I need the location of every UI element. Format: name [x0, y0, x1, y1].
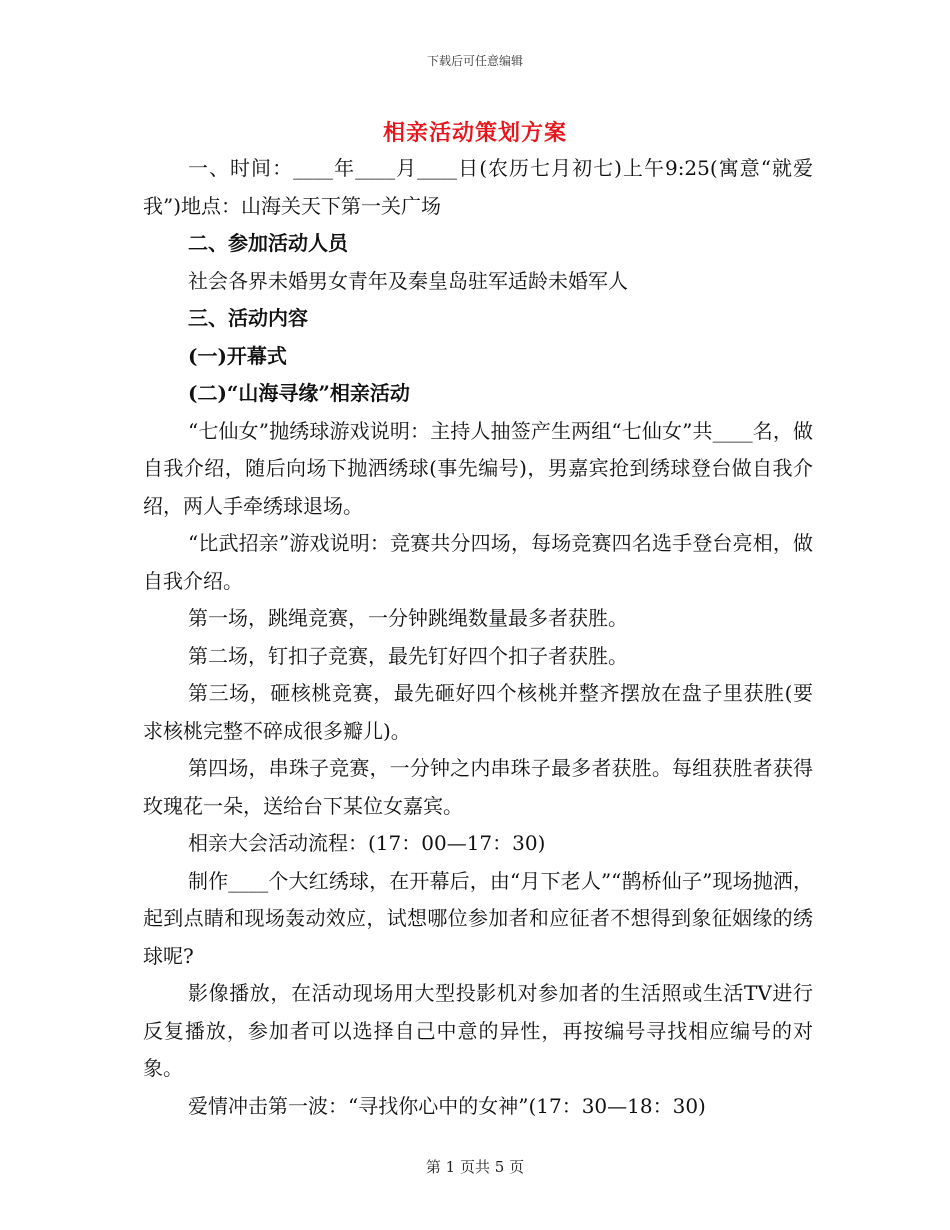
paragraph-round-four: 第四场，串珠子竞赛，一分钟之内串珠子最多者获胜。每组获胜者获得玫瑰花一朵，送给台下某位女嘉宾。: [143, 756, 813, 818]
paragraph-seven-fairies-game: “七仙女”抛绣球游戏说明：主持人抽签产生两组“七仙女”共____名，做自我介绍，随后向场下抛洒绣球(事先编号)，男嘉宾抢到绣球登台做自我介绍，两人手牵绣球退场。: [143, 418, 813, 518]
paragraph-red-silk-balls: 制作____个大红绣球，在开幕后，由“月下老人”“鹊桥仙子”现场抛洒，起到点睛和现场轰动效应，试想哪位参加者和应征者不想得到象征姻缘的绣球呢?: [143, 868, 813, 968]
page-header-note: 下载后可任意编辑: [426, 54, 523, 68]
document-body: [143, 150, 813, 1125]
paragraph-round-three: 第三场，砸核桃竞赛，最先砸好四个核桃并整齐摆放在盘子里获胜(要求核桃完整不碎成很多瓣儿)。: [143, 681, 813, 743]
document-title: 相亲活动策划方案: [382, 120, 567, 146]
paragraph-first-wave: 爱情冲击第一波：“寻找你心中的女神”(17：30—18：30): [188, 1093, 706, 1118]
heading-opening-ceremony: (一)开幕式: [188, 343, 287, 368]
heading-participants: 二、参加活动人员: [188, 231, 348, 255]
paragraph-round-two: 第二场，钉扣子竞赛，最先钉好四个扣子者获胜。: [188, 643, 628, 668]
heading-activity-content: 三、活动内容: [188, 306, 308, 330]
page-footer-number: 第 1 页共 5 页: [425, 1158, 525, 1176]
paragraph-participants: 社会各界未婚男女青年及秦皇岛驻军适龄未婚军人: [188, 268, 628, 293]
paragraph-martial-contest-game: “比武招亲”游戏说明：竞赛共分四场，每场竞赛四名选手登台亮相，做自我介绍。: [143, 531, 813, 593]
paragraph-round-one: 第一场，跳绳竞赛，一分钟跳绳数量最多者获胜。: [188, 606, 628, 630]
paragraph-time-location: 一、时间：____年____月____日(农历七月初七)上午9:25(寓意“就爱我”)地点：山海关天下第一关广场: [143, 156, 813, 218]
paragraph-video-playback: 影像播放，在活动现场用大型投影机对参加者的生活照或生活TV进行反复播放，参加者可以选择自己中意的异性，再按编号寻找相应编号的对象。: [143, 981, 813, 1080]
heading-matchmaking-activity: (二)“山海寻缘”相亲活动: [188, 381, 410, 405]
paragraph-event-schedule: 相亲大会活动流程：(17：00—17：30): [188, 831, 546, 855]
